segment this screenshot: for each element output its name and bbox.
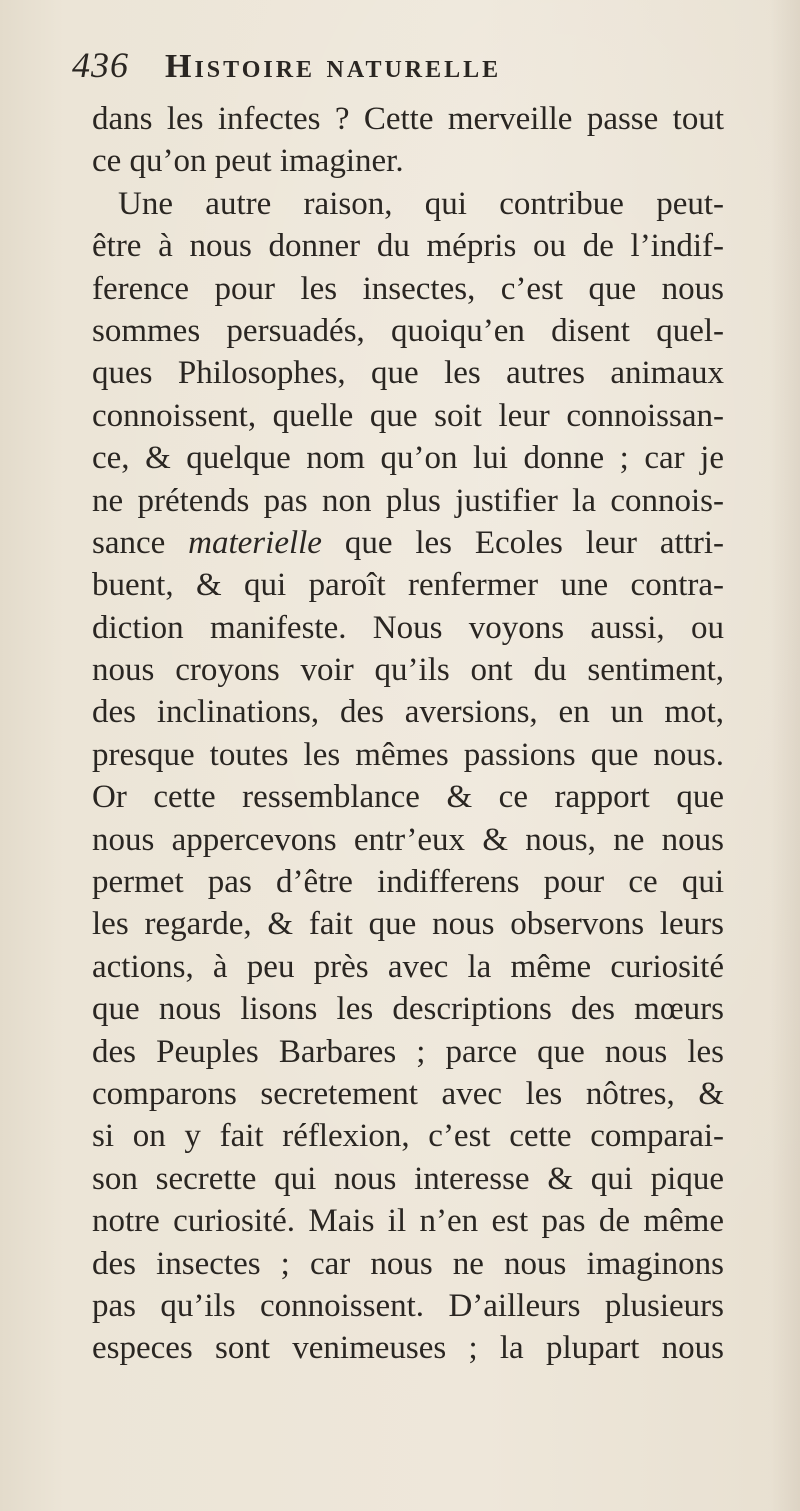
text-line xyxy=(92,946,724,988)
text-segment: diction manifeste. Nous voyons aussi, ou xyxy=(92,609,724,646)
text-line xyxy=(92,437,724,479)
text-line xyxy=(92,861,724,903)
text-line xyxy=(92,352,724,394)
text-segment: presque toutes les mêmes passions que nous. xyxy=(92,736,724,773)
text-line xyxy=(92,225,724,267)
text-segment: pas qu’ils connoissent. D’ailleurs plusieurs xyxy=(92,1287,724,1324)
text-segment: son secrette qui nous interesse & qui pique xyxy=(92,1160,724,1197)
text-line xyxy=(92,1158,724,1200)
text-line xyxy=(92,1285,724,1327)
text-segment: des inclinations, des aversions, en un mot, xyxy=(92,694,724,731)
text-line xyxy=(92,1243,724,1285)
page-header xyxy=(72,44,712,94)
text-line xyxy=(92,522,724,564)
text-segment: des insectes ; car nous ne nous imaginons xyxy=(92,1245,724,1282)
text-segment: nous appercevons entr’eux & nous, ne nous xyxy=(92,821,724,858)
text-segment: être à nous donner du mépris ou de l’indif- xyxy=(92,228,724,265)
text-segment: Or cette ressemblance & ce rapport que xyxy=(92,779,724,816)
text-line xyxy=(92,691,724,733)
text-line xyxy=(92,183,724,225)
text-line xyxy=(92,819,724,861)
italic-word: materielle xyxy=(188,524,322,561)
text-segment: permet pas d’être indifferens pour ce qui xyxy=(92,864,724,901)
text-line xyxy=(92,140,724,182)
text-segment: dans les infectes ? Cette merveille passe tout xyxy=(92,101,724,137)
text-segment: sance xyxy=(92,524,189,561)
text-line xyxy=(92,395,724,437)
text-segment: que les Ecoles leur attri- xyxy=(321,524,724,561)
text-segment: comparons secretement avec les nôtres, & xyxy=(92,1075,724,1112)
text-segment: notre curiosité. Mais il n’en est pas de même xyxy=(92,1203,724,1240)
text-segment: des Peuples Barbares ; parce que nous les xyxy=(92,1033,724,1070)
text-line xyxy=(92,268,724,310)
text-line xyxy=(92,776,724,818)
page-number: 436 xyxy=(72,45,129,85)
text-line xyxy=(92,564,724,606)
text-line xyxy=(92,649,724,691)
text-segment: ference pour les insectes, c’est que nous xyxy=(92,270,724,307)
text-segment: buent, & qui paroît renfermer une contra- xyxy=(92,567,724,604)
text-line xyxy=(92,1200,724,1242)
text-segment: ques Philosophes, que les autres animaux xyxy=(92,355,724,392)
text-line xyxy=(92,1115,724,1157)
text-segment: Une autre raison, qui contribue peut- xyxy=(118,185,724,222)
text-line xyxy=(92,310,724,352)
text-segment: especes sont venimeuses ; la plupart nous xyxy=(92,1330,724,1367)
page-edge-shadow xyxy=(770,0,800,1511)
text-segment: si on y fait réflexion, c’est cette comparai- xyxy=(92,1118,724,1155)
text-line xyxy=(92,1031,724,1073)
text-segment: connoissent, quelle que soit leur connoissan- xyxy=(92,397,724,434)
text-line xyxy=(92,1073,724,1115)
text-line xyxy=(92,98,724,140)
text-line xyxy=(92,903,724,945)
text-line xyxy=(92,1327,724,1369)
text-line xyxy=(92,480,724,522)
text-line xyxy=(92,988,724,1030)
text-segment: ce qu’on peut imaginer. xyxy=(92,143,404,180)
text-segment: ce, & quelque nom qu’on lui donne ; car je xyxy=(92,440,724,477)
text-segment: ne prétends pas non plus justifier la connois- xyxy=(92,482,724,519)
text-segment: nous croyons voir qu’ils ont du sentiment, xyxy=(92,652,724,689)
text-segment: les regarde, & fait que nous observons leurs xyxy=(92,906,724,943)
text-line xyxy=(92,607,724,649)
text-segment: sommes persuadés, quoiqu’en disent quel- xyxy=(92,312,724,349)
text-segment: actions, à peu près avec la même curiosité xyxy=(92,948,724,985)
text-line xyxy=(92,734,724,776)
body-text xyxy=(92,98,724,1370)
running-title: Histoire naturelle xyxy=(165,48,502,85)
text-segment: que nous lisons les descriptions des mœurs xyxy=(92,991,724,1028)
